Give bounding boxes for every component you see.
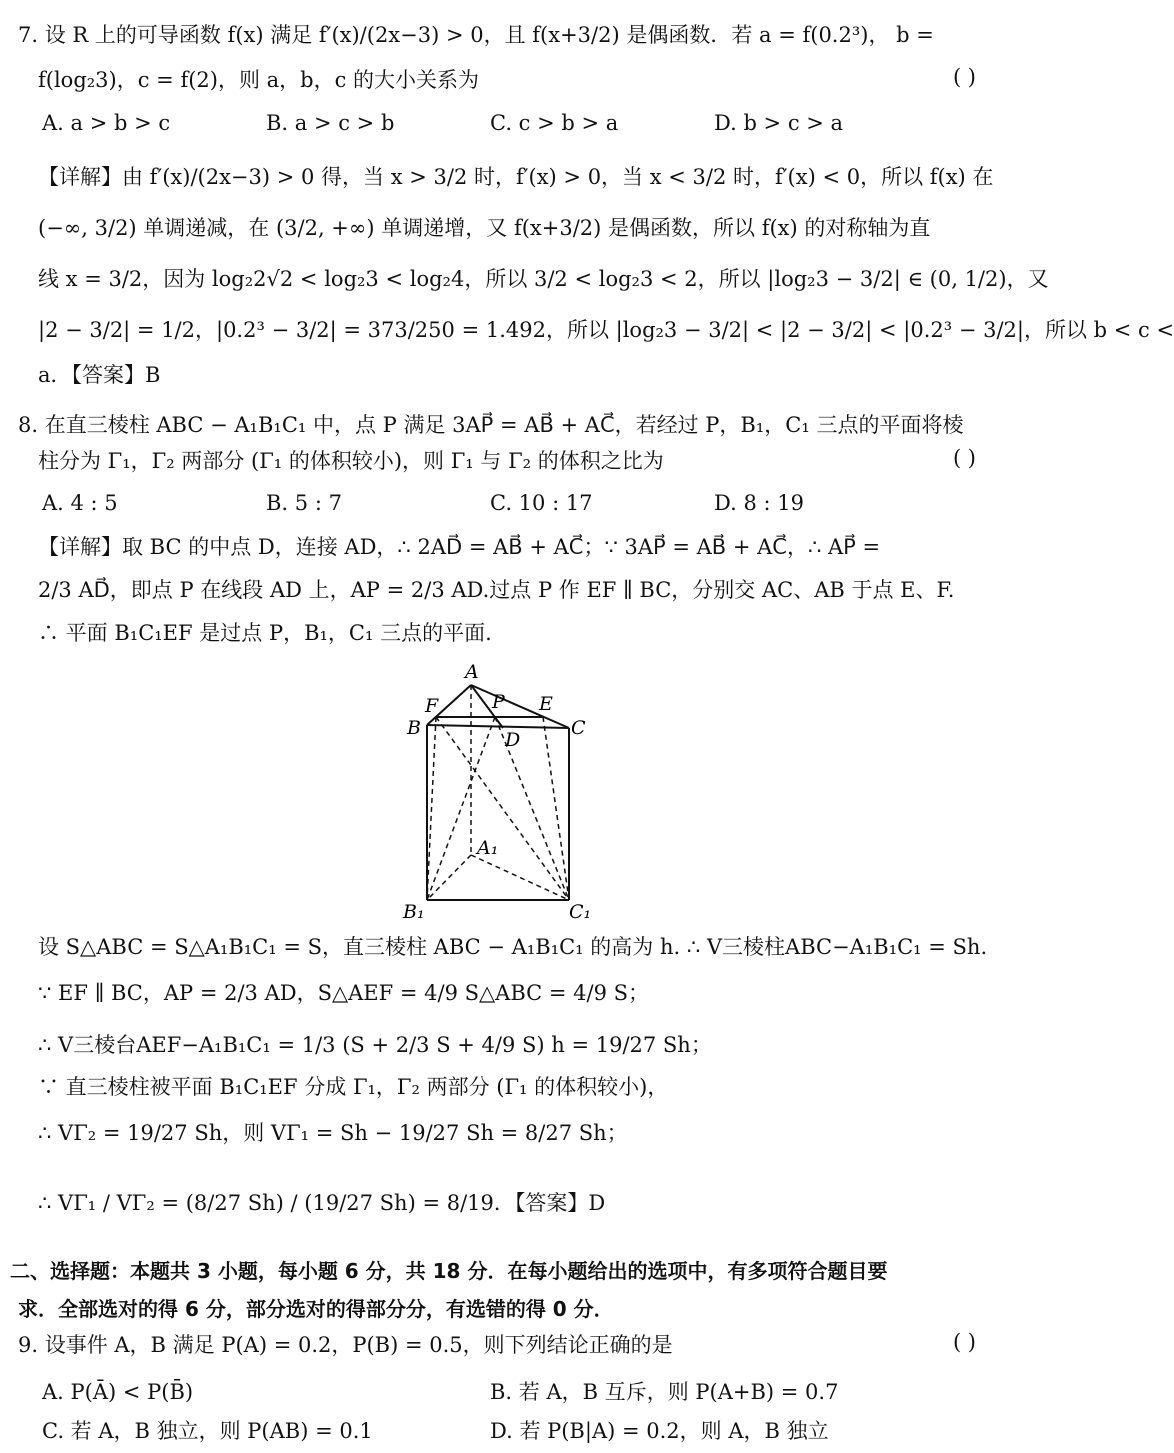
label-e: E: [539, 693, 553, 715]
q7-option-b: B. a > c > b: [266, 111, 395, 135]
label-a: A: [465, 661, 479, 683]
q8-solution-line3: ∴ V三棱台AEF−A₁B₁C₁ = 1/3 (S + 2/3 S + 4/9 S) h = 19/27 Sh；: [38, 1033, 712, 1057]
label-c1: C₁: [569, 901, 592, 923]
q8-option-b: B. 5 : 7: [266, 491, 342, 515]
q9-option-a: A. P(Ā) < P(B̄): [42, 1380, 194, 1404]
section-2-header-line1: 二、选择题：本题共 3 小题，每小题 6 分，共 18 分．在每小题给出的选项中，有多项符合题目要: [10, 1259, 888, 1283]
q9-option-c: C. 若 A，B 独立，则 P(AB) = 0.1: [42, 1419, 373, 1443]
q7-explanation-line3: 线 x = 3/2，因为 log₂2√2 < log₂3 < log₂4，所以 3/2 < log₂3 < 2，所以 |log₂3 − 3/2| ∈ (0, 1/2)，又: [38, 267, 1049, 291]
segment-pb1: [427, 717, 495, 900]
segment-ec1: [543, 717, 569, 900]
edge-bc: [427, 725, 569, 728]
label-a1: A₁: [477, 837, 499, 859]
q8-option-d: D. 8 : 19: [714, 491, 804, 515]
q8-explanation-line1: 【详解】取 BC 的中点 D，连接 AD，∴ 2AD⃗ = AB⃗ + AC⃗；∵ 3AP⃗ = AB⃗ + AC⃗，∴ AP⃗ =: [38, 535, 881, 559]
q8-answer-blank: ( ): [952, 446, 976, 470]
q8-option-a: A. 4 : 5: [42, 491, 118, 515]
q7-explanation-line5: a．【答案】B: [38, 363, 161, 387]
q8-solution-line5: ∴ VΓ₂ = 19/27 Sh，则 VΓ₁ = Sh − 19/27 Sh = 8/27 Sh；: [38, 1121, 628, 1145]
section-2-header-line2: 求．全部选对的得 6 分，部分选对的得部分分，有选错的得 0 分．: [18, 1297, 614, 1321]
prism-diagram: [395, 660, 600, 930]
q9-answer-blank: ( ): [952, 1330, 976, 1354]
q7-answer-blank: ( ): [952, 65, 976, 89]
segment-fc1: [436, 717, 569, 900]
q8-solution-line2: ∵ EF ∥ BC，AP = 2/3 AD，S△AEF = 4/9 S△ABC = 4/9 S；: [38, 981, 650, 1005]
q8-solution-line6: ∴ VΓ₁ / VΓ₂ = (8/27 Sh) / (19/27 Sh) = 8/19．【答案】D: [38, 1191, 606, 1215]
segment-fb1: [427, 717, 436, 900]
q8-explanation-line3: ∴ 平面 B₁C₁EF 是过点 P，B₁，C₁ 三点的平面.: [38, 621, 492, 645]
label-p: P: [492, 691, 505, 713]
q7-stem-line2: f(log₂3)，c = f(2)，则 a，b，c 的大小关系为: [38, 68, 480, 92]
q7-explanation-line1: 【详解】由 f′(x)/(2x−3) > 0 得，当 x > 3/2 时，f′(x) > 0，当 x < 3/2 时，f′(x) < 0，所以 f(x) 在: [38, 165, 994, 189]
q7-option-a: A. a > b > c: [42, 111, 171, 135]
edge-ac: [471, 685, 569, 728]
q7-option-c: C. c > b > a: [490, 111, 619, 135]
q8-explanation-line2: 2/3 AD⃗，即点 P 在线段 AD 上，AP = 2/3 AD.过点 P 作 EF ∥ BC，分别交 AC、AB 于点 E、F.: [38, 578, 955, 602]
q8-stem-line2: 柱分为 Γ₁，Γ₂ 两部分 (Γ₁ 的体积较小)，则 Γ₁ 与 Γ₂ 的体积之比为: [38, 449, 664, 473]
label-f: F: [425, 695, 439, 717]
q9-stem: 9. 设事件 A，B 满足 P(A) = 0.2，P(B) = 0.5，则下列结论正确的是: [18, 1333, 673, 1357]
label-b: B: [407, 717, 421, 739]
q8-option-c: C. 10 : 17: [490, 491, 593, 515]
label-c: C: [571, 717, 586, 739]
q8-solution-line1: 设 S△ABC = S△A₁B₁C₁ = S，直三棱柱 ABC − A₁B₁C₁ 的高为 h. ∴ V三棱柱ABC−A₁B₁C₁ = Sh.: [38, 935, 988, 959]
prism-figure: [395, 660, 600, 930]
q8-stem-line1: 8. 在直三棱柱 ABC − A₁B₁C₁ 中，点 P 满足 3AP⃗ = AB⃗ + AC⃗，若经过 P，B₁，C₁ 三点的平面将棱: [18, 413, 964, 437]
edge-a1b1: [427, 855, 471, 900]
q7-option-d: D. b > c > a: [714, 111, 844, 135]
label-b1: B₁: [403, 901, 425, 923]
q9-option-b: B. 若 A，B 互斥，则 P(A+B) = 0.7: [490, 1380, 839, 1404]
q7-explanation-line2: (−∞, 3/2) 单调递减，在 (3/2, +∞) 单调递增，又 f(x+3/2) 是偶函数，所以 f(x) 的对称轴为直: [38, 216, 931, 240]
label-d: D: [505, 729, 521, 751]
q8-solution-line4: ∵ 直三棱柱被平面 B₁C₁EF 分成 Γ₁，Γ₂ 两部分 (Γ₁ 的体积较小)，: [38, 1075, 669, 1099]
q7-stem-line1: 7. 设 R 上的可导函数 f(x) 满足 f′(x)/(2x−3) > 0，且 f(x+3/2) 是偶函数．若 a = f(0.2³)， b =: [18, 23, 934, 47]
q7-explanation-line4: |2 − 3/2| = 1/2，|0.2³ − 3/2| = 373/250 = 1.492，所以 |log₂3 − 3/2| < |2 − 3/2| < |0.2³ − 3/2|，所以 b < c <: [38, 318, 1174, 342]
q9-option-d: D. 若 P(B|A) = 0.2，则 A，B 独立: [490, 1419, 829, 1443]
